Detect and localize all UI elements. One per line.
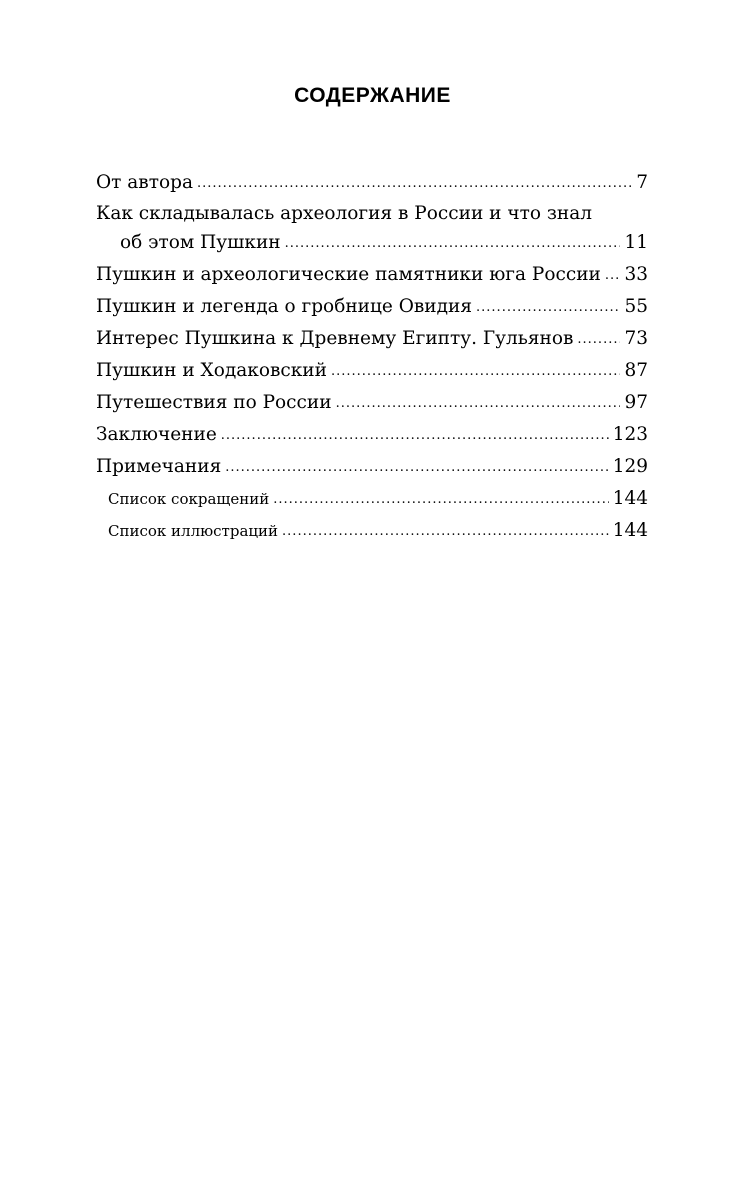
page-title: СОДЕРЖАНИЕ [294,84,451,107]
toc-entry-title: об этом Пушкин [120,232,281,253]
toc-entry-page: 123 [612,424,648,445]
toc-subentry [96,516,648,548]
toc-entry [96,324,648,356]
toc-entry [96,388,648,420]
toc-entry [96,356,648,388]
toc-entry-title: Интерес Пушкина к Древнему Египту. Гульянов [96,328,574,349]
toc-dot-leader [285,229,621,259]
toc-entry-title: Пушкин и археологические памятники юга России [96,264,601,285]
table-of-contents [96,168,648,548]
toc-entry-page: 129 [612,456,648,477]
toc-entry [96,420,648,452]
toc-dot-leader [336,389,621,419]
toc-dot-leader [476,293,620,323]
toc-entry-title: Примечания [96,456,222,477]
toc-dot-leader [605,261,621,291]
toc-entry-page: 7 [636,172,648,193]
toc-dot-leader [331,357,620,387]
toc-dot-leader [197,169,632,199]
toc-entry-title: От автора [96,172,193,193]
toc-entry-line1 [96,200,648,228]
toc-dot-leader [273,485,608,515]
toc-entry-title: Пушкин и Ходаковский [96,360,327,381]
toc-subentry-title: Список сокращений [108,490,270,508]
toc-dot-leader [282,517,609,547]
toc-entry-title-line1: Как складывалась археология в России и что знал [96,203,593,224]
toc-entry-title: Пушкин и легенда о гробнице Овидия [96,296,473,317]
toc-subentry-title: Список иллюстраций [108,522,279,540]
toc-entry-title: Заключение [96,424,217,445]
toc-subentry [96,484,648,516]
toc-subentry-page: 144 [612,488,648,509]
toc-entry-page: 33 [624,264,648,285]
toc-dot-leader [221,421,609,451]
toc-entry-page: 11 [624,232,648,253]
toc-entry-page: 73 [624,328,648,349]
toc-entry [96,228,648,260]
toc-entry-page: 87 [624,360,648,381]
toc-entry [96,260,648,292]
toc-entry-page: 55 [624,296,648,317]
toc-entry [96,168,648,200]
toc-entry-title: Путешествия по России [96,392,332,413]
toc-entry [96,292,648,324]
toc-entry [96,452,648,484]
toc-dot-leader [577,325,620,355]
toc-entry-page: 97 [624,392,648,413]
toc-subentry-page: 144 [612,520,648,541]
toc-dot-leader [225,453,608,483]
